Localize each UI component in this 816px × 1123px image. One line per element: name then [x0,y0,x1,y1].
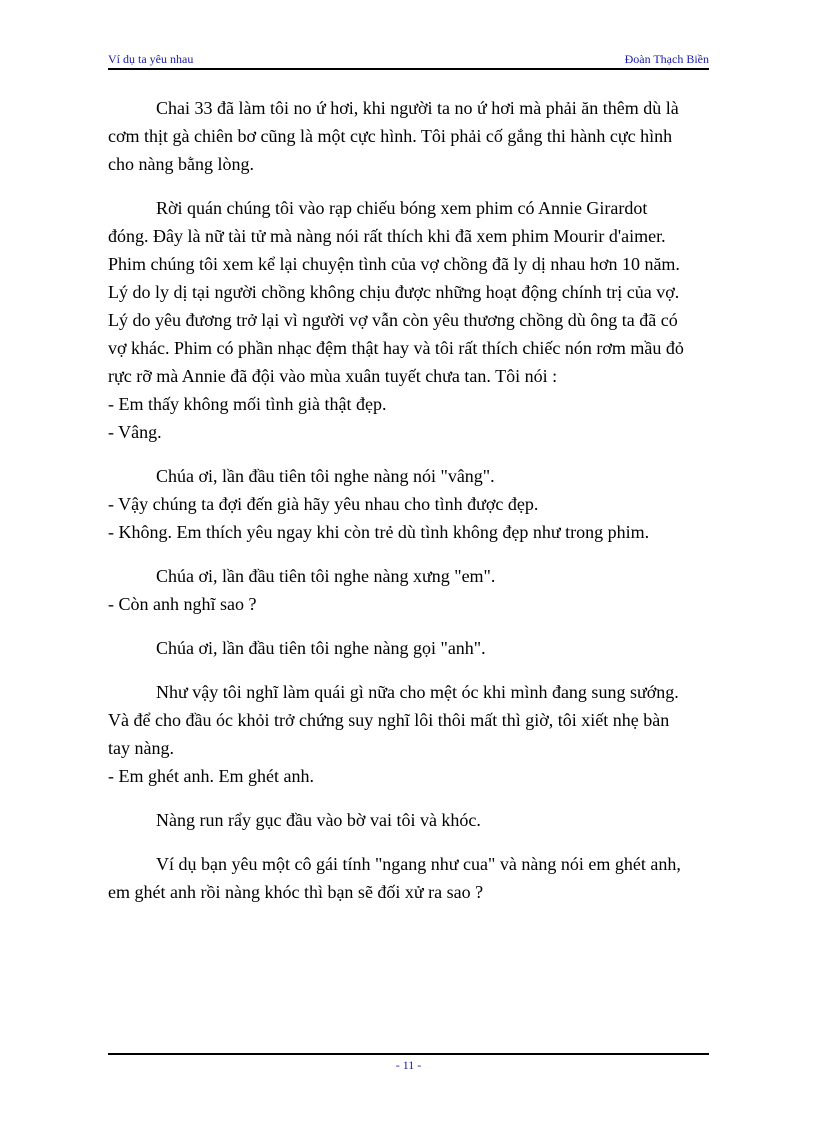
text-line: Như vậy tôi nghĩ làm quái gì nữa cho mệt óc khi mình đang sung sướng. [156,682,679,702]
dialogue-line: - Em ghét anh. Em ghét anh. [108,766,314,786]
paragraph-2-with-dialogue [108,194,709,446]
page-footer [108,1053,709,1073]
text-line: cơm thịt gà chiên bơ cũng là một cực hình. Tôi phải cố gắng thi hành cực hình [108,126,673,146]
paragraph-4-with-dialogue [108,562,709,618]
text-line: Chúa ơi, lần đầu tiên tôi nghe nàng nói "vâng". [156,466,495,486]
paragraph-6-with-dialogue [108,678,709,790]
text-line: Lý do yêu đương trở lại vì người vợ vẫn còn yêu thương chồng dù ông ta đã có [108,310,678,330]
paragraph-1 [108,94,709,178]
text-line: Chúa ơi, lần đầu tiên tôi nghe nàng xưng "em". [156,566,496,586]
text-line: Chúa ơi, lần đầu tiên tôi nghe nàng gọi "anh". [156,638,486,658]
dialogue-line: - Vậy chúng ta đợi đến già hãy yêu nhau cho tình được đẹp. [108,494,539,514]
text-line: tay nàng. [108,738,174,758]
text-line: Ví dụ bạn yêu một cô gái tính "ngang như cua" và nàng nói em ghét anh, [156,854,681,874]
text-line: Và để cho đầu óc khỏi trở chứng suy nghĩ lôi thôi mất thì giờ, tôi xiết nhẹ bàn [108,710,670,730]
page-body [108,94,709,922]
text-line: Chai 33 đã làm tôi no ứ hơi, khi người ta no ứ hơi mà phải ăn thêm dù là [156,98,679,118]
paragraph-7 [108,806,709,834]
page-header [108,50,709,70]
text-line: Lý do ly dị tại người chồng không chịu được những hoạt động chính trị của vợ. [108,282,680,302]
paragraph-8 [108,850,709,906]
header-book-title: Ví dụ ta yêu nhau [108,52,194,66]
dialogue-line: - Em thấy không mối tình già thật đẹp. [108,394,387,414]
header-author: Đoàn Thạch Biền [624,52,709,66]
page-number: - 11 - [395,1058,422,1072]
text-line: rực rỡ mà Annie đã đội vào mùa xuân tuyết chưa tan. Tôi nói : [108,366,558,386]
dialogue-line: - Vâng. [108,422,162,442]
paragraph-5 [108,634,709,662]
text-line: Phim chúng tôi xem kể lại chuyện tình của vợ chồng đã ly dị nhau hơn 10 năm. [108,254,680,274]
text-line: em ghét anh rồi nàng khóc thì bạn sẽ đối xử ra sao ? [108,882,484,902]
text-line: cho nàng bằng lòng. [108,154,254,174]
paragraph-3-with-dialogue [108,462,709,546]
text-line: Nàng run rẩy gục đầu vào bờ vai tôi và khóc. [156,810,481,830]
text-line: Rời quán chúng tôi vào rạp chiếu bóng xem phim có Annie Girardot [156,198,648,218]
text-line: đóng. Đây là nữ tài tử mà nàng nói rất thích khi đã xem phim Mourir d'aimer. [108,226,666,246]
text-line: vợ khác. Phim có phần nhạc đệm thật hay và tôi rất thích chiếc nón rơm mầu đỏ [108,338,684,358]
dialogue-line: - Không. Em thích yêu ngay khi còn trẻ dù tình không đẹp như trong phim. [108,522,650,542]
dialogue-line: - Còn anh nghĩ sao ? [108,594,257,614]
